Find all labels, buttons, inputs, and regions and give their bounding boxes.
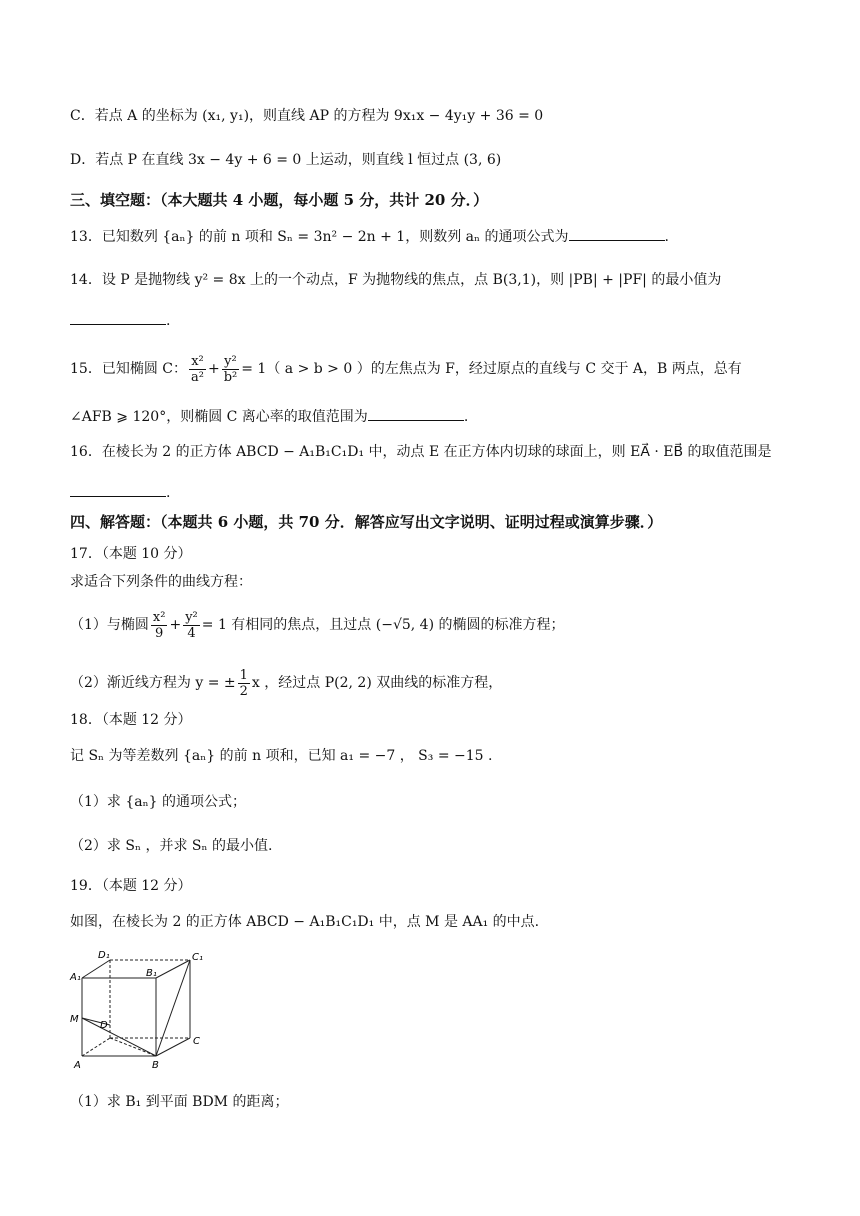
q13-end: .: [664, 229, 669, 245]
label-B: B: [152, 1060, 159, 1071]
label-A: A: [74, 1060, 81, 1071]
q18-part1: （1）求 {aₙ} 的通项公式；: [70, 794, 247, 810]
cube-diagram: [66, 948, 216, 1076]
q15-prefix: 15．已知椭圆 C：: [70, 361, 187, 377]
q17-1-suffix: = 1 有相同的焦点，且过点 (−√5, 4) 的椭圆的标准方程；: [201, 617, 565, 633]
q15-line2: ∠AFB ⩾ 120°，则椭圆 C 离心率的取值范围为: [70, 409, 368, 425]
label-A1: A₁: [70, 972, 81, 983]
question-15-line2: [70, 406, 468, 427]
label-C: C: [193, 1036, 200, 1047]
option-c: C．若点 A 的坐标为 (x₁, y₁)，则直线 AP 的方程为 9x₁x − 4y₁y + 36 = 0: [70, 108, 544, 124]
q17-title: 17．（本题 10 分）: [70, 546, 192, 562]
diagonal-DB: [110, 1038, 156, 1056]
label-M: M: [70, 1014, 79, 1025]
diagonal-BC1: [156, 960, 190, 1056]
fraction: [222, 354, 240, 385]
fraction-numerator: x²: [152, 609, 166, 625]
question-15: [70, 350, 742, 388]
q14-blank-line: [70, 310, 170, 331]
q19-title: 19．（本题 12 分）: [70, 878, 192, 894]
fraction-numerator: 1: [239, 667, 248, 683]
fraction-numerator: y²: [185, 609, 198, 625]
fraction-denominator: 4: [187, 625, 196, 641]
answer-blank: [569, 226, 665, 241]
fraction: [189, 354, 206, 385]
question-16: 16．在棱长为 2 的正方体 ABCD − A₁B₁C₁D₁ 中，动点 E 在正方体内切球的球面上，则 EA⃗ · EB⃗ 的取值范围是: [70, 444, 772, 460]
question-13: [70, 226, 669, 247]
q15-suffix: = 1（ a > b > 0 ）的左焦点为 F，经过原点的直线与 C 交于 A，B 两点，总有: [241, 361, 742, 377]
q16-blank-line: [70, 482, 170, 503]
edge-AD: [82, 1038, 110, 1056]
answer-blank: [70, 482, 166, 497]
fraction: [238, 668, 250, 699]
q18-intro: 记 Sₙ 为等差数列 {aₙ} 的前 n 项和，已知 a₁ = −7 ， S₃ = −15 .: [70, 748, 493, 764]
fraction-numerator: y²: [224, 353, 237, 369]
q19-intro: 如图，在棱长为 2 的正方体 ABCD − A₁B₁C₁D₁ 中，点 M 是 AA₁ 的中点.: [70, 914, 540, 930]
label-C1: C₁: [192, 952, 203, 963]
fraction-denominator: b²: [223, 369, 238, 385]
cube-figure: [66, 948, 216, 1076]
plus-sign: +: [207, 361, 220, 377]
fraction-numerator: x²: [191, 353, 204, 369]
fraction: [151, 610, 168, 641]
section4-heading: 四、解答题：（本题共 6 小题，共 70 分．解答应写出文字说明、证明过程或演算步骤．）: [70, 513, 663, 531]
q18-part2: （2）求 Sₙ ，并求 Sₙ 的最小值.: [70, 838, 273, 854]
q18-title: 18．（本题 12 分）: [70, 712, 192, 728]
q16-end: .: [166, 485, 171, 501]
q15-end: .: [463, 409, 469, 425]
label-D: D: [100, 1020, 108, 1031]
edge-A1D1: [82, 960, 110, 978]
plus-sign: +: [169, 617, 182, 633]
q19-part1: （1）求 B₁ 到平面 BDM 的距离；: [70, 1094, 289, 1110]
label-B1: B₁: [146, 968, 157, 979]
fraction-denominator: a²: [190, 369, 204, 385]
fraction: [183, 610, 200, 641]
fraction-denominator: 9: [155, 625, 164, 641]
question-14: 14．设 P 是抛物线 y² = 8x 上的一个动点，F 为抛物线的焦点，点 B(3,1)，则 |PB| + |PF| 的最小值为: [70, 272, 722, 288]
q17-part1: [70, 606, 565, 644]
q17-1-prefix: （1）与椭圆: [70, 617, 149, 633]
q14-end: .: [166, 313, 171, 329]
option-d: D．若点 P 在直线 3x − 4y + 6 = 0 上运动，则直线 l 恒过点 (3, 6): [70, 152, 502, 168]
q17-2-suffix: x ，经过点 P(2, 2) 双曲线的标准方程，: [251, 675, 503, 691]
answer-blank: [368, 406, 464, 421]
label-D1: D₁: [98, 950, 110, 961]
section3-heading: 三、填空题：（本大题共 4 小题，每小题 5 分，共计 20 分．）: [70, 191, 489, 209]
q17-intro: 求适合下列条件的曲线方程：: [70, 574, 252, 590]
fraction-denominator: 2: [239, 683, 248, 699]
q17-part2: [70, 664, 502, 702]
segment-MB: [82, 1018, 156, 1056]
q13-text: 13．已知数列 {aₙ} 的前 n 项和 Sₙ = 3n² − 2n + 1，则数列 aₙ 的通项公式为: [70, 229, 569, 245]
q17-2-prefix: （2）渐近线方程为 y = ±: [70, 675, 236, 691]
answer-blank: [70, 310, 166, 325]
